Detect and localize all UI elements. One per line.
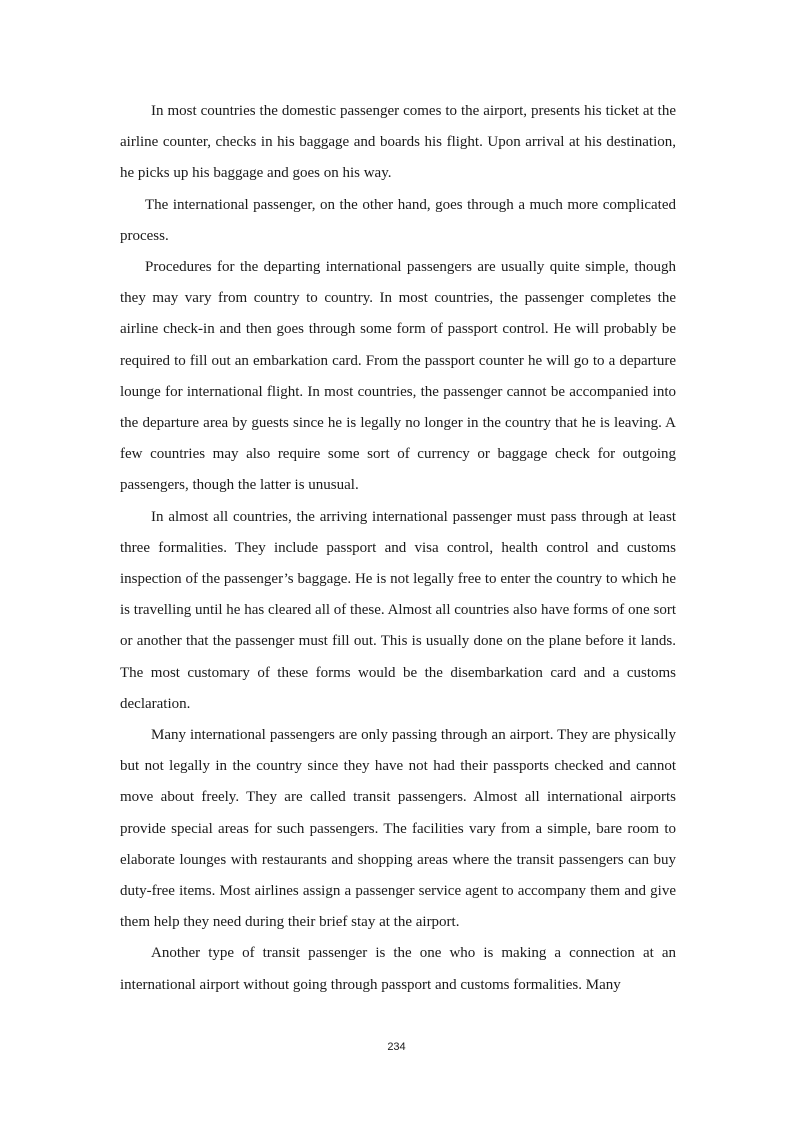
paragraph-departing-procedures: Procedures for the departing international passengers are usually quite simple, though they may vary from country to country. In most countries, the passenger completes the airline check-in and then goes through some form of passport control. He will probably be required to fill out an embarkation card. From the passport counter he will go to a departure lounge for international flight. In most countries, the passenger cannot be accompanied into the departure area by guests since he is legally no longer in the country that he is leaving. A few countries may also require some sort of currency or baggage check for outgoing passengers, though the latter is unusual. — [120, 259, 676, 494]
paragraph-domestic-passenger: In most countries the domestic passenger comes to the airport, presents his ticket at the airline counter, checks in his baggage and boards his flight. Upon arrival at his destination, he picks up his baggage and goes on his way. — [120, 103, 676, 182]
paragraph-transit-passengers: Many international passengers are only passing through an airport. They are physically but not legally in the country since they have not had their passports checked and cannot move about freely. They are called transit passengers. Almost all international airports provide special areas for such passengers. The facilities vary from a simple, bare room to elaborate lounges with restaurants and shopping areas where the transit passengers can buy duty-free items. Most airlines assign a passenger service agent to accompany them and give them help they need during their brief stay at the airport. — [120, 727, 676, 931]
paragraph-connecting-passenger: Another type of transit passenger is the one who is making a connection at an international airport without going through passport and customs formalities. Many — [120, 945, 676, 993]
paragraph-international-passenger: The international passenger, on the other hand, goes through a much more complicated process. — [120, 196, 676, 244]
page-number: 234 — [387, 1041, 406, 1053]
body-text — [120, 96, 676, 1001]
paragraph-arriving-formalities: In almost all countries, the arriving international passenger must pass through at least three formalities. They include passport and visa control, health control and customs inspection of the passenger’s baggage. He is not legally free to enter the country to which he is travelling until he has cleared all of these. Almost all countries also have forms of one sort or another that the passenger must fill out. This is usually done on the plane before it lands. The most customary of these forms would be the disembarkation card and a customs declaration. — [120, 508, 676, 712]
